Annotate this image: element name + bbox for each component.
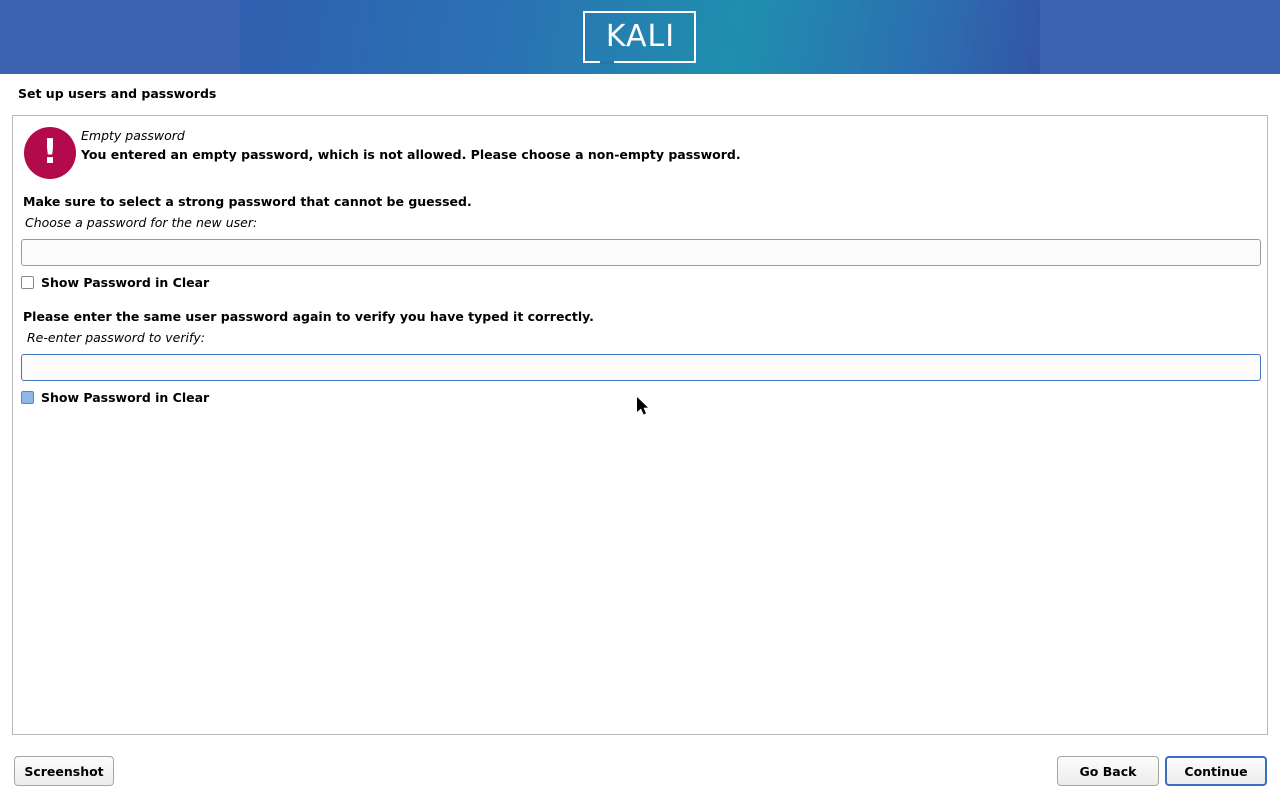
page-title: Set up users and passwords bbox=[18, 86, 217, 101]
error-exclamation-glyph: ! bbox=[42, 131, 58, 172]
verify-hint: Please enter the same user password again to verify you have typed it correctly. bbox=[23, 309, 594, 324]
go-back-button[interactable]: Go Back bbox=[1057, 756, 1159, 786]
show-password-row-1[interactable] bbox=[21, 275, 209, 290]
show-password-checkbox-2[interactable] bbox=[21, 391, 34, 404]
installer-banner bbox=[0, 0, 1280, 74]
show-password-checkbox-1[interactable] bbox=[21, 276, 34, 289]
kali-logo-notch bbox=[600, 61, 614, 64]
show-password-label-1: Show Password in Clear bbox=[41, 275, 210, 290]
verify-label: Re-enter password to verify: bbox=[27, 330, 205, 345]
password-strength-hint: Make sure to select a strong password that cannot be guessed. bbox=[23, 194, 472, 209]
screenshot-button[interactable]: Screenshot bbox=[14, 756, 114, 786]
main-content-frame bbox=[12, 115, 1268, 735]
verify-password-input[interactable] bbox=[21, 354, 1261, 381]
show-password-row-2[interactable] bbox=[21, 390, 209, 405]
show-password-label-2: Show Password in Clear bbox=[41, 390, 210, 405]
kali-logo-text: KALI bbox=[605, 19, 676, 54]
continue-button[interactable]: Continue bbox=[1165, 756, 1267, 786]
kali-logo bbox=[583, 11, 696, 63]
error-title: Empty password bbox=[81, 128, 185, 143]
password-input[interactable] bbox=[21, 239, 1261, 266]
password-label: Choose a password for the new user: bbox=[25, 215, 258, 230]
error-message: You entered an empty password, which is not allowed. Please choose a non-empty password. bbox=[81, 147, 741, 162]
error-exclamation-icon bbox=[24, 127, 76, 179]
